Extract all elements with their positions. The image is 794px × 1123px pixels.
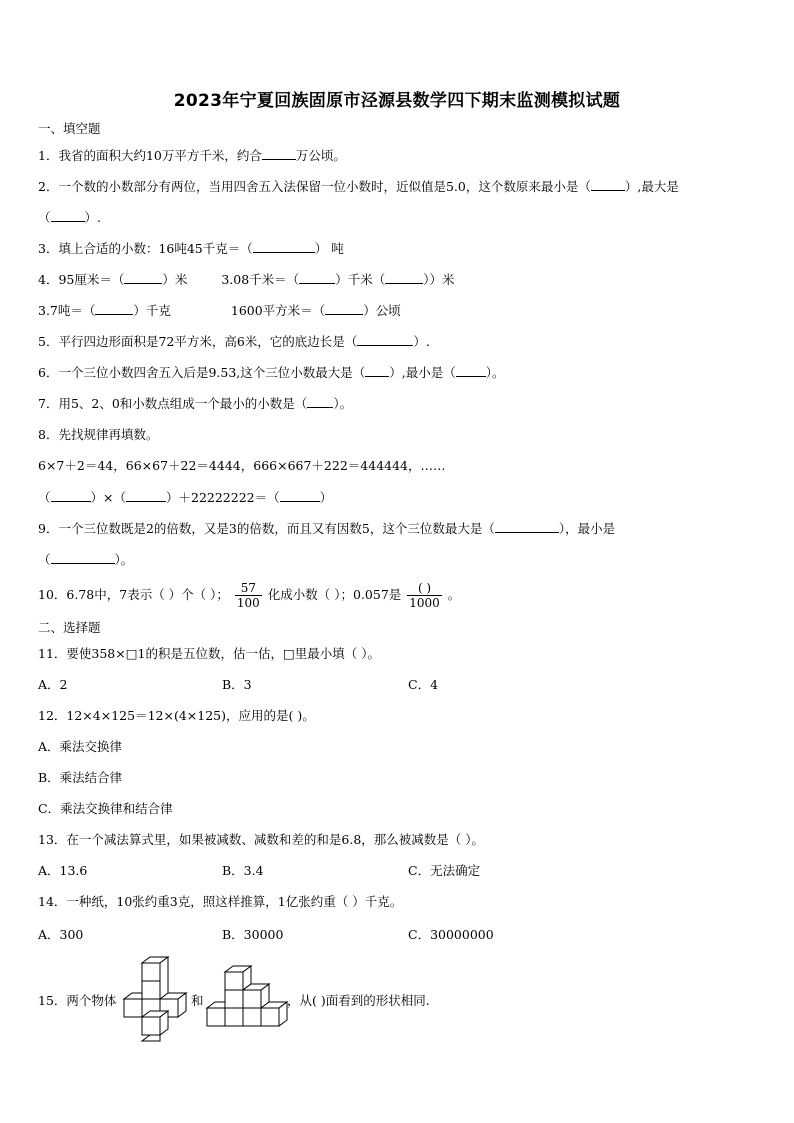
option-b[interactable]: B．3	[222, 677, 252, 692]
section-fill-in: 一、填空题	[38, 121, 101, 136]
option-a[interactable]: A．2	[38, 677, 68, 692]
answer-blank[interactable]	[262, 147, 296, 160]
answer-blank[interactable]	[385, 271, 423, 284]
option-a[interactable]: A．300	[38, 927, 84, 942]
option-c[interactable]: C．4	[408, 677, 439, 692]
question-12: 12．12×4×125＝12×(4×125)，应用的是( )。	[38, 708, 315, 723]
question-13: 13．在一个减法算式里，如果被减数、减数和差的和是6.8，那么被减数是（ ）。	[38, 832, 485, 847]
answer-blank[interactable]	[591, 178, 625, 191]
answer-blank[interactable]	[365, 364, 389, 377]
fraction-blank-1000: $\frac{( )}{1000}$	[409, 581, 440, 610]
answer-blank[interactable]	[495, 520, 559, 533]
answer-blank[interactable]	[357, 333, 413, 346]
question-2-cont: （ ）.	[38, 210, 101, 225]
fraction-57-100: $\frac{57}{100}$	[236, 581, 260, 610]
answer-blank[interactable]	[51, 209, 85, 222]
answer-blank[interactable]	[253, 240, 315, 253]
question-6: 6．一个三位小数四舍五入后是9.53,这个三位小数最大是（ ）,最小是（ ）。	[38, 365, 505, 380]
question-9: 9．一个三位数既是2的倍数，又是3的倍数，而且又有因数5，这个三位数最大是（ ），最小是	[38, 521, 616, 536]
question-5: 5．平行四边形面积是72平方米，高6米，它的底边长是（ ）.	[38, 334, 430, 349]
question-7: 7．用5、2、0和小数点组成一个最小的小数是（ ）。	[38, 396, 353, 411]
question-15-rest: ，从( )面看到的形状相同.	[287, 993, 430, 1008]
option-c[interactable]: C．30000000	[408, 927, 494, 942]
answer-blank[interactable]	[299, 271, 335, 284]
section-choice: 二、选择题	[38, 620, 101, 635]
answer-blank[interactable]	[325, 302, 363, 315]
question-4: 4．95厘米＝（ ）米 3.08千米＝（ ）千米（ ））米	[38, 272, 455, 287]
option-a[interactable]: A．乘法交换律	[38, 739, 123, 754]
answer-blank[interactable]	[124, 271, 162, 284]
question-8: 8．先找规律再填数。	[38, 427, 159, 442]
question-2: 2．一个数的小数部分有两位，当用四舍五入法保留一位小数时，近似值是5.0，这个数原来最小是（ ）,最大是	[38, 179, 679, 194]
question-3: 3．填上合适的小数：16吨45千克＝（ ） 吨	[38, 241, 344, 256]
cube-figure-1	[118, 955, 192, 1043]
option-b[interactable]: B．乘法结合律	[38, 770, 123, 785]
cube-figure-2	[203, 964, 289, 1038]
answer-blank[interactable]	[307, 395, 333, 408]
answer-blank[interactable]	[95, 302, 133, 315]
option-c[interactable]: C．无法确定	[408, 863, 481, 878]
question-8-pattern: 6×7＋2＝44，66×67＋22＝4444，666×667＋222＝444444，……	[38, 458, 446, 473]
question-11: 11．要使358×□1的积是五位数，估一估，□里最小填（ ）。	[38, 646, 381, 661]
answer-blank[interactable]	[51, 489, 91, 502]
option-c[interactable]: C．乘法交换律和结合律	[38, 801, 173, 816]
page-title: 2023年宁夏回族固原市泾源县数学四下期末监测模拟试题	[173, 91, 621, 111]
option-a[interactable]: A．13.6	[38, 863, 88, 878]
question-15-label: 15．两个物体	[38, 993, 117, 1008]
option-b[interactable]: B．30000	[222, 927, 284, 942]
option-b[interactable]: B．3.4	[222, 863, 264, 878]
question-14: 14．一种纸，10张约重3克，照这样推算，1亿张约重（ ）千克。	[38, 894, 403, 909]
answer-blank[interactable]	[456, 364, 486, 377]
answer-blank[interactable]	[126, 489, 166, 502]
question-4b: 3.7吨＝（ ）千克 1600平方米＝（ ）公顷	[38, 303, 401, 318]
question-10: 10．6.78中，7表示（ ）个（ ）； $\frac{57}{100}$ 化成小数（ ）；0.057是 $\frac{( )}{1000}$ 。	[38, 581, 461, 610]
question-1: 1．我省的面积大约10万平方千米，约合 万公顷。	[38, 148, 346, 163]
question-8-fill: （ ）×（ ）＋22222222＝（ ）	[38, 490, 333, 505]
answer-blank[interactable]	[51, 551, 115, 564]
question-9-cont: （ ）。	[38, 552, 134, 567]
question-15-and: 和	[191, 993, 204, 1008]
answer-blank[interactable]	[280, 489, 320, 502]
